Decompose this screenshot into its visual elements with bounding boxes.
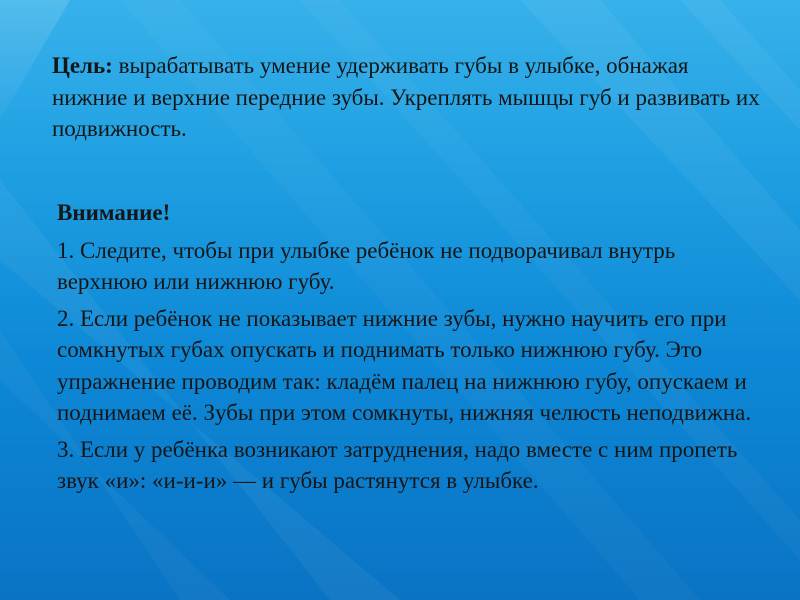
attention-item-1: 1. Следите, чтобы при улыбке ребёнок не подворачивал внутрь верхнюю или нижнюю губу. (57, 237, 676, 294)
attention-title: Внимание! (57, 200, 171, 225)
goal-paragraph (52, 50, 764, 145)
attention-item-2: 2. Если ребёнок не показывает нижние зубы, нужно научить его при сомкнутых губах опускать и поднимать только нижнюю губу. Это упражнение проводим так: кладём палец на нижнюю губу, опускаем и поднимаем её. Зубы при этом сомкнуты, нижняя челюсть неподвижна. (57, 305, 752, 425)
attention-item-3: 3. Если у ребёнка возникают затруднения, надо вместе с ним пропеть звук «и»: «и-и-и» — и губы растянутся в улыбке. (57, 436, 738, 493)
goal-label: Цель: (52, 53, 113, 78)
goal-text: вырабатывать умение удерживать губы в улыбке, обнажая нижние и верхние передние зубы. Укреплять мышцы губ и развивать их подвижность. (52, 53, 760, 141)
attention-block (57, 197, 757, 502)
